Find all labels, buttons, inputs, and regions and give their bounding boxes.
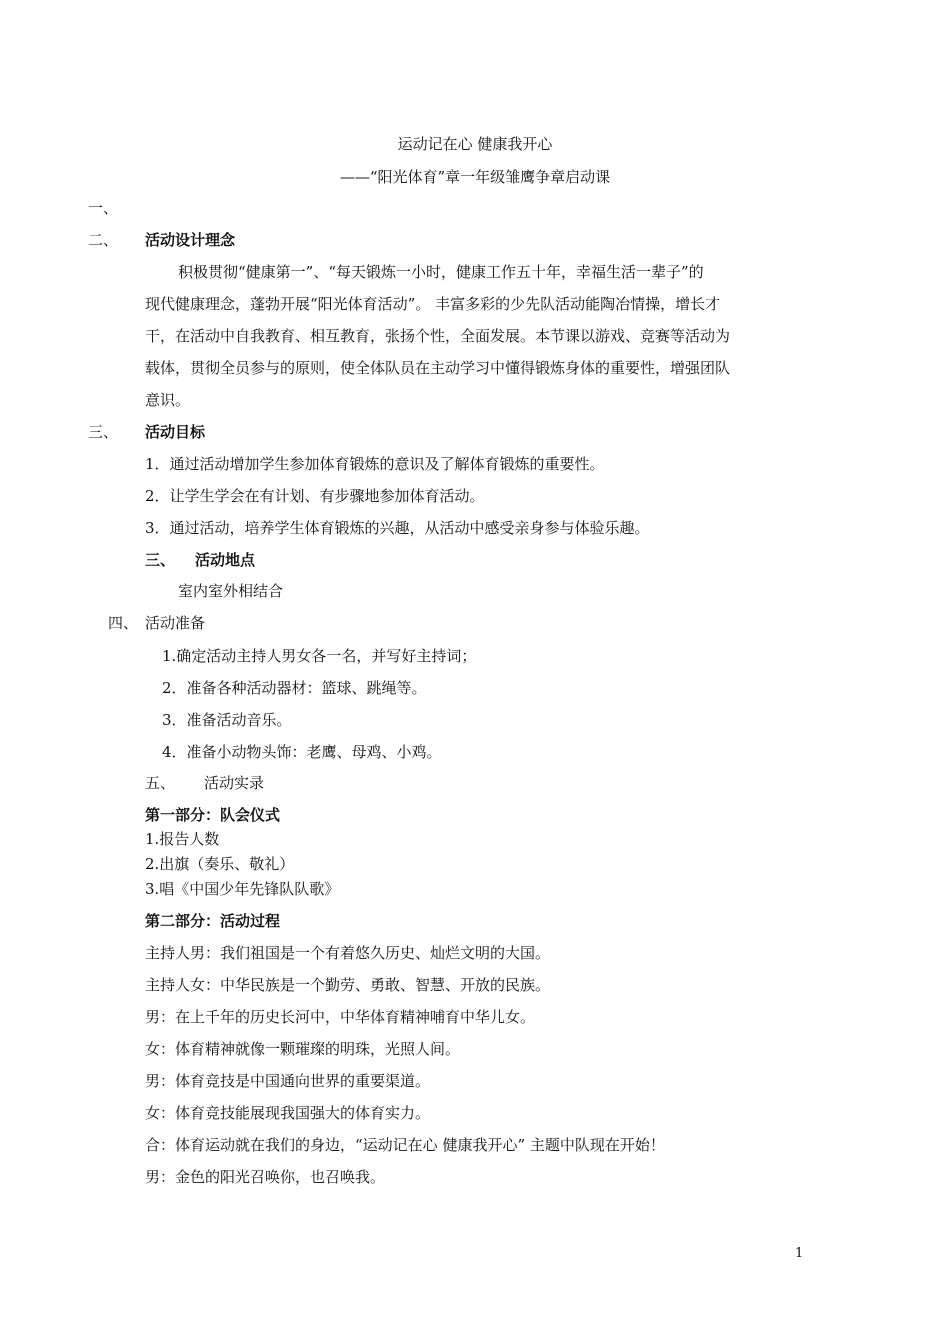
- list-item: 1．通过活动增加学生参加体育锻炼的意识及了解体育锻炼的重要性。: [145, 455, 605, 473]
- list-item: 1.确定活动主持人男女各一名，并写好主持词；: [162, 647, 477, 665]
- list-item: 2.出旗（奏乐、敬礼）: [145, 855, 295, 873]
- page-number: 1: [795, 1246, 804, 1261]
- list-item: 3．准备活动音乐。: [162, 711, 292, 729]
- section-heading-record: 活动实录: [204, 774, 265, 792]
- part-heading-process: 第二部分：活动过程: [145, 912, 281, 930]
- dialogue-line: 女：体育竞技能展现我国强大的体育实力。: [145, 1104, 431, 1122]
- dialogue-line: 合：体育运动就在我们的身边，“运动记在心 健康我开心” 主题中队现在开始！: [145, 1136, 665, 1154]
- section-heading-design: 活动设计理念: [145, 231, 236, 249]
- paragraph-line: 干，在活动中自我教育、相互教育，张扬个性，全面发展。本节课以游戏、竞赛等活动为: [145, 327, 731, 345]
- doc-title: 运动记在心 健康我开心: [397, 135, 553, 153]
- section-number-2: 二、: [88, 231, 119, 249]
- doc-subtitle: ——“阳光体育”章一年级雏鹰争章启动课: [339, 168, 611, 186]
- dialogue-line: 主持人女：中华民族是一个勤劳、勇敢、智慧、开放的民族。: [145, 976, 551, 994]
- list-item: 1.报告人数: [145, 830, 220, 848]
- dialogue-line: 男：金色的阳光召唤你，也召唤我。: [145, 1168, 386, 1186]
- list-item: 2．准备各种活动器材：篮球、跳绳等。: [162, 679, 427, 697]
- paragraph-line: 意识。: [145, 391, 191, 409]
- dialogue-line: 女：体育精神就像一颗璀璨的明珠，光照人间。: [145, 1040, 461, 1058]
- part-heading-ceremony: 第一部分：队会仪式: [145, 806, 281, 824]
- section-heading-goals: 活动目标: [145, 423, 206, 441]
- section-number-4: 四、: [108, 614, 139, 632]
- section-heading-preparation: 活动准备: [145, 614, 206, 632]
- paragraph-line: 载体，贯彻全员参与的原则，使全体队员在主动学习中懂得锻炼身体的重要性，增强团队: [145, 359, 731, 377]
- list-item: 4．准备小动物头饰：老鹰、母鸡、小鸡。: [162, 743, 442, 761]
- section-number-3b: 三、: [145, 551, 176, 569]
- dialogue-line: 男：体育竞技是中国通向世界的重要渠道。: [145, 1072, 431, 1090]
- dialogue-line: 主持人男：我们祖国是一个有着悠久历史、灿烂文明的大国。: [145, 944, 551, 962]
- dialogue-line: 男：在上千年的历史长河中，中华体育精神哺育中华儿女。: [145, 1008, 536, 1026]
- list-item: 3．通过活动，培养学生体育锻炼的兴趣，从活动中感受亲身参与体验乐趣。: [145, 519, 650, 537]
- section-heading-location: 活动地点: [195, 551, 256, 569]
- section-number-5: 五、: [145, 774, 176, 792]
- list-item: 2．让学生学会在有计划、有步骤地参加体育活动。: [145, 487, 485, 505]
- section-number-1: 一、: [88, 199, 119, 217]
- list-item: 3.唱《中国少年先锋队队歌》: [145, 880, 340, 898]
- paragraph-line: 现代健康理念，蓬勃开展“阳光体育活动”。 丰富多彩的少先队活动能陶冶情操，增长才: [145, 295, 721, 313]
- paragraph-line: 积极贯彻“健康第一”、“每天锻炼一小时，健康工作五十年，幸福生活一辈子”的: [178, 263, 704, 281]
- section-number-3: 三、: [88, 423, 119, 441]
- location-text: 室内室外相结合: [178, 582, 284, 600]
